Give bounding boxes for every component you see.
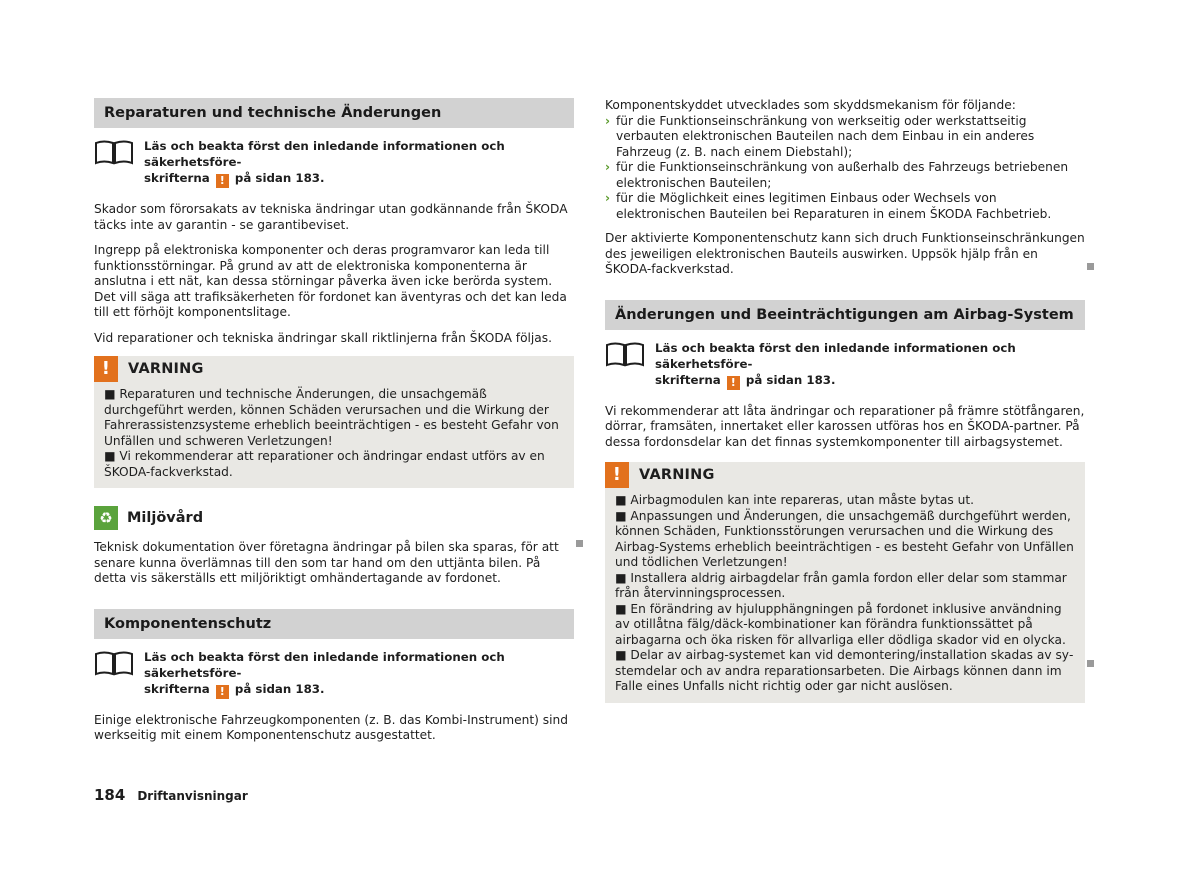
paragraph-activated-protection: Der aktivierte Komponentenschutz kann sich druch Funktionseinschränkungen des jeweiligen elektronischen Bauteils auswirken. Uppsök hjälp från en ŠKODA-fackverkstad. (605, 231, 1085, 276)
warning-box-repairs (94, 356, 574, 488)
paragraph-intro: Komponentskyddet utvecklades som skyddsmekanism för följande: (605, 98, 1016, 112)
reference-line-2a: skrifterna (655, 372, 721, 387)
paragraph-electronics: Ingrepp på elektroniska komponenter och deras programvaror kan leda till funktionsstörningar. På grund av att de elektroniska komponenterna är anslutna i ett nät, kan dessa störningar påverka även icke berörda system. Det vill säga att trafiksäkerheten för fordonet kan äventyras och det kan leda till ett förhöjt komponentslitage. (94, 243, 567, 319)
recycle-icon: ♻ (94, 506, 118, 530)
paragraph-guarantee: Skador som förorsakats av tekniska ändringar utan godkännande från ŠKODA täcks inte av garantin - se garantibeviset. (94, 202, 568, 232)
section-heading-airbag: Änderungen und Beeinträchtigungen am Airbag-System (605, 300, 1085, 330)
protection-list (605, 114, 1085, 223)
environment-header (94, 506, 574, 530)
reference-line-1: Läs och beakta först den inledande informationen och säkerhetsföre- (144, 139, 505, 169)
exclamation-warning-icon: ! (605, 462, 629, 488)
list-item: › für die Funktionseinschränkung von außerhalb des Fahrzeugs betriebenen elektronischen Bauteilen; (605, 160, 1069, 190)
warning-title: VARNING (128, 361, 204, 377)
section-heading-repairs: Reparaturen und technische Änderungen (94, 98, 574, 128)
warning-bullet: ■ Delar av airbag-systemet kan vid demontering/installation skadas av systemdelar och av andra reparationsarbeten. Die Airbags können dann im Falle eines Unfalls nicht richtig oder gar nicht auslösen. (615, 648, 1074, 693)
warning-bullet: ■ En förändring av hjulupphängningen på fordonet inklusive användning av otillåtna fälg/däck-kombinationer kan förändra funktionssättet på airbagarna och öka risken för allvarliga eller dödliga skador vid en olycka. (615, 601, 1066, 647)
paragraph-airbag-partner: Vi rekommenderar att låta ändringar och reparationer på främre stötfångaren, dörrar, framsäten, innertaket eller karossen utföras hos en ŠKODA-partner. På dessa fordonsdelar kan det finnas systemkomponenter till airbagsystemet. (605, 403, 1085, 449)
reference-line-2b: på sidan 183. (234, 681, 325, 696)
environment-title: Miljövård (127, 510, 204, 526)
reference-line-2b: på sidan 183. (745, 372, 836, 387)
warning-body (605, 488, 1085, 695)
open-book-icon (94, 139, 134, 165)
exclamation-warning-icon[interactable]: ! (216, 685, 229, 699)
exclamation-warning-icon[interactable]: ! (216, 174, 229, 188)
reference-line-1: Läs och beakta först den inledande informationen och säkerhetsföre- (144, 649, 505, 680)
reference-line-1: Läs och beakta först den inledande informationen och säkerhetsföre- (655, 340, 1016, 371)
right-column (605, 98, 1085, 703)
square-end-icon (1087, 263, 1094, 270)
reference-line-2a: skrifterna (144, 171, 210, 185)
chapter-title: Driftanvisningar (137, 789, 248, 803)
warning-bullet: ■ Airbagmodulen kan inte repareras, utan måste bytas ut. (615, 493, 974, 507)
list-item: › für die Möglichkeit eines legitimen Einbaus oder Wechsels von elektronischen Bauteilen bei Reparaturen in einem ŠKODA Fachbetrieb. (605, 191, 1052, 221)
open-book-icon (94, 650, 134, 676)
paragraph-guidelines: Vid reparationer och tekniska ändringar skall riktlinjerna från ŠKODA följas. (94, 330, 552, 345)
section-heading-component-protection: Komponentenschutz (94, 609, 574, 639)
page-footer (94, 786, 248, 804)
square-end-icon (576, 540, 583, 547)
warning-header (94, 356, 574, 382)
safety-reference-note (94, 138, 574, 188)
list-item: › für die Funktionseinschränkung von werkseitig oder werkstattseitig verbauten elektronischen Bauteilen nach dem Einbau in ein anderes Fahrzeug (z. B. nach einem Diebstahl); (605, 113, 1035, 159)
open-book-icon (605, 341, 645, 367)
warning-bullet: ■ Reparaturen und technische Änderungen, die unsachgemäß durchgeführt werden, können Schäden verursachen und die Wirkung der Fahrerassistenzsysteme erheblich beeinträchtigen - es besteht Gefahr von Unfällen und schweren Verletzungen! (104, 387, 559, 448)
warning-box-airbag (605, 462, 1085, 703)
left-column (94, 98, 574, 744)
chevron-right-icon: › (605, 160, 611, 174)
warning-body (94, 382, 574, 480)
reference-line-2b: på sidan 183. (234, 171, 325, 185)
warning-bullet: ■ Installera aldrig airbagdelar från gamla fordon eller delar som stammar från återvinningsprocessen. (615, 570, 1067, 600)
paragraph-environment: Teknisk dokumentation över företagna ändringar på bilen ska sparas, för att senare kunna överlämnas till den som tar hand om den uttjänta bilen. På detta vis säkerställs ett miljöriktigt omhändertagande av fordonet. (94, 540, 559, 585)
warning-header (605, 462, 1085, 488)
reference-text (655, 340, 1085, 390)
chevron-right-icon: › (605, 113, 611, 128)
reference-text (144, 649, 574, 699)
paragraph-component-protection: Einige elektronische Fahrzeugkomponenten (z. B. das Kombi-Instrument) sind werkseitig mit einem Komponentenschutz ausgestattet. (94, 712, 568, 742)
reference-text (144, 138, 574, 188)
warning-bullet: ■ Anpassungen und Änderungen, die unsachgemäß durchgeführt werden, können Schäden, Funktionsstörungen verursachen und die Wirkung des Airbag-Systems erheblich beeinträchtigen - es besteht Gefahr von Unfällen und tödlichen Verletzungen! (615, 508, 1074, 569)
warning-bullet: ■ Vi rekommenderar att reparationer och ändringar endast utförs av en ŠKODA-fackverkstad. (104, 449, 545, 479)
page-number: 184 (94, 786, 126, 804)
chevron-right-icon: › (605, 191, 611, 205)
safety-reference-note (605, 340, 1085, 390)
warning-title: VARNING (639, 467, 715, 483)
square-end-icon (1087, 660, 1094, 667)
safety-reference-note (94, 649, 574, 699)
exclamation-warning-icon: ! (94, 356, 118, 382)
reference-line-2a: skrifterna (144, 681, 210, 696)
exclamation-warning-icon[interactable]: ! (727, 376, 740, 390)
